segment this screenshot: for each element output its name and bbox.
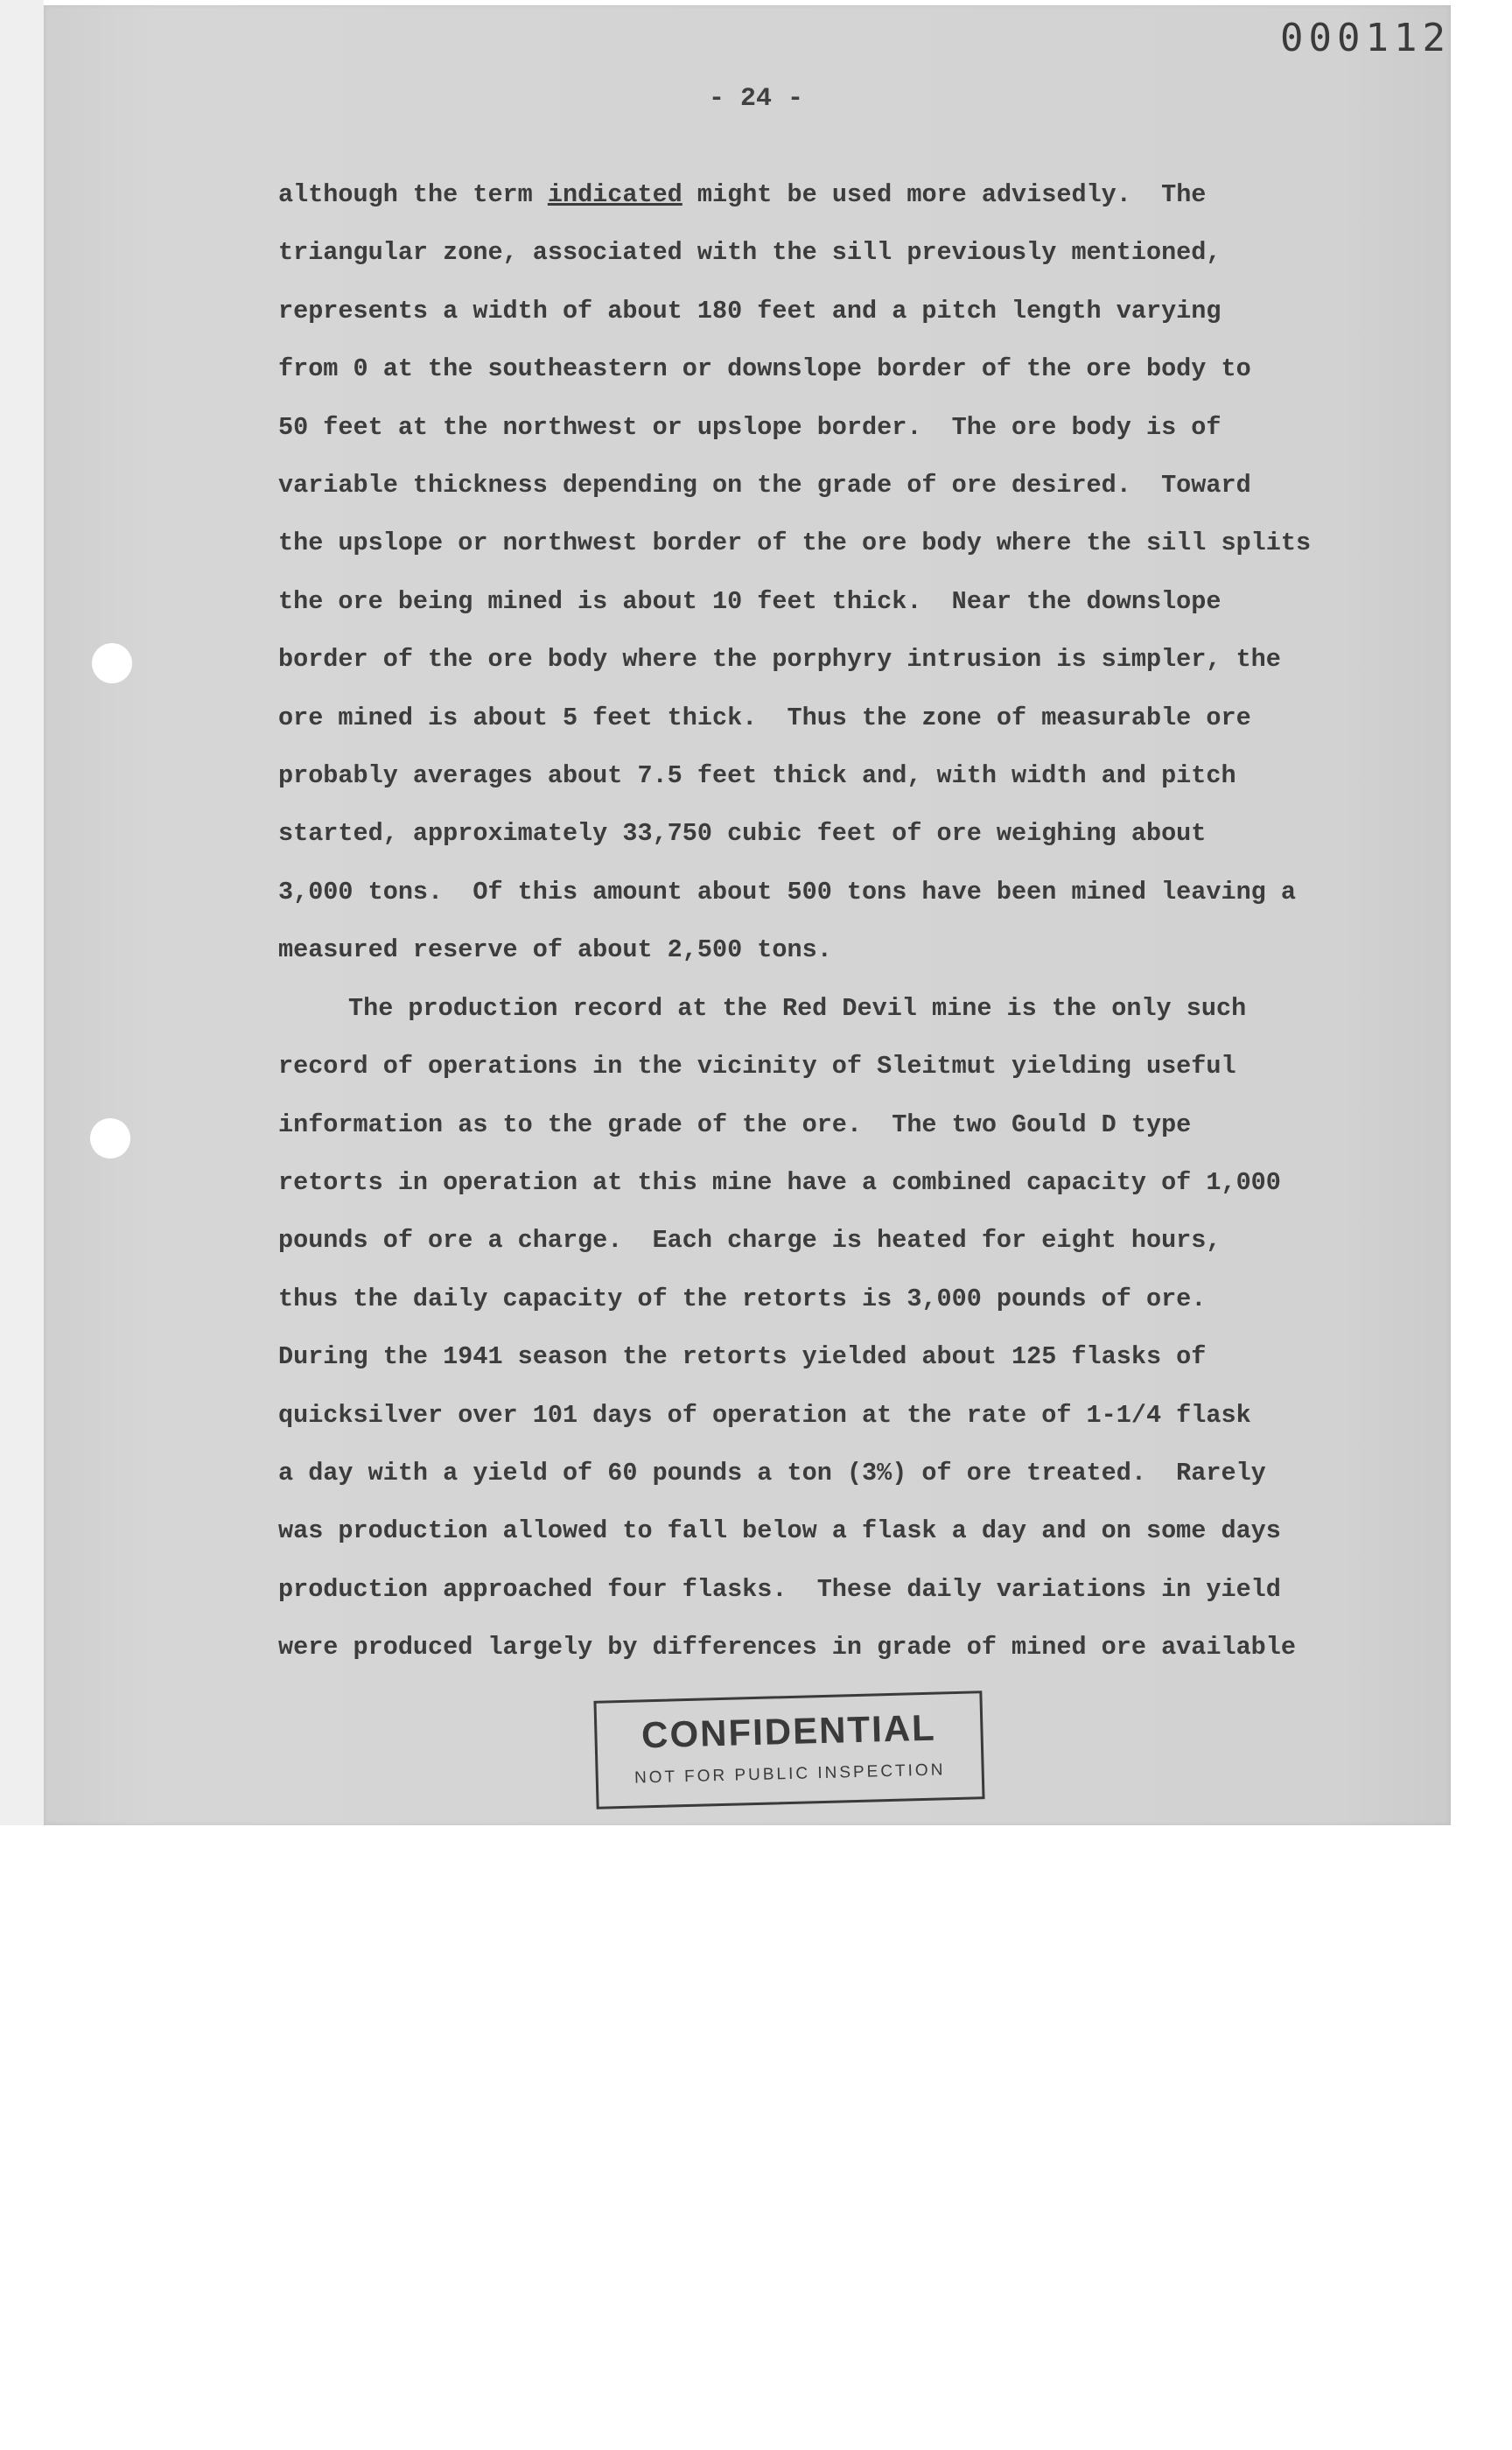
text-line: production approached four flasks. These daily variations in yield xyxy=(278,1574,1281,1604)
text-line: During the 1941 season the retorts yielded about 125 flasks of xyxy=(278,1342,1207,1372)
text-line: thus the daily capacity of the retorts is 3,000 pounds of ore. xyxy=(278,1284,1207,1313)
text-line: border of the ore body where the porphyry intrusion is simpler, the xyxy=(278,645,1281,675)
text-line: a day with a yield of 60 pounds a ton (3%) of ore treated. Rarely xyxy=(278,1458,1266,1488)
underlined-term: indicated xyxy=(547,180,682,209)
confidential-stamp xyxy=(593,1690,984,1810)
text-segment: might be used more advisedly. The xyxy=(682,180,1207,209)
text-line xyxy=(278,166,1311,224)
scan-margin xyxy=(0,0,44,1825)
text-line: triangular zone, associated with the sill previously mentioned, xyxy=(278,238,1222,268)
text-line: 3,000 tons. Of this amount about 500 tons have been mined leaving a xyxy=(278,877,1296,906)
document-number: 000112 xyxy=(1280,16,1451,60)
text-line: 50 feet at the northwest or upslope border. The ore body is of xyxy=(278,412,1222,442)
text-line: The production record at the Red Devil mine is the only such xyxy=(348,993,1247,1023)
stamp-title: CONFIDENTIAL xyxy=(640,1706,937,1756)
text-line: from 0 at the southeastern or downslope border of the ore body to xyxy=(278,354,1251,384)
text-line: represents a width of about 180 feet and a pitch length varying xyxy=(278,296,1222,326)
text-segment: although the term xyxy=(278,180,548,209)
text-line: retorts in operation at this mine have a combined capacity of 1,000 xyxy=(278,1167,1281,1197)
text-line: were produced largely by differences in grade of mined ore available xyxy=(278,1633,1296,1662)
text-line: record of operations in the vicinity of Sleitmut yielding useful xyxy=(278,1052,1236,1082)
text-line: information as to the grade of the ore. The two Gould D type xyxy=(278,1110,1192,1139)
text-line: variable thickness depending on the grade of ore desired. Toward xyxy=(278,471,1251,500)
document-body xyxy=(278,166,1311,1677)
text-line: ore mined is about 5 feet thick. Thus the zone of measurable ore xyxy=(278,703,1251,732)
text-line: measured reserve of about 2,500 tons. xyxy=(278,935,832,965)
punch-hole-bottom xyxy=(90,1118,130,1158)
page-number: - 24 - xyxy=(708,84,804,114)
text-line: quicksilver over 101 days of operation at the rate of 1-1/4 flask xyxy=(278,1400,1251,1430)
punch-hole-top xyxy=(92,643,132,683)
text-line: probably averages about 7.5 feet thick and, with width and pitch xyxy=(278,761,1236,791)
text-line: the upslope or northwest border of the ore body where the sill splits xyxy=(278,528,1312,558)
text-line: was production allowed to fall below a flask a day and on some days xyxy=(278,1516,1281,1546)
text-line: the ore being mined is about 10 feet thick. Near the downslope xyxy=(278,586,1222,616)
text-line: pounds of ore a charge. Each charge is heated for eight hours, xyxy=(278,1226,1222,1256)
stamp-subtitle: NOT FOR PUBLIC INSPECTION xyxy=(634,1760,946,1788)
text-line: started, approximately 33,750 cubic feet of ore weighing about xyxy=(278,819,1207,849)
